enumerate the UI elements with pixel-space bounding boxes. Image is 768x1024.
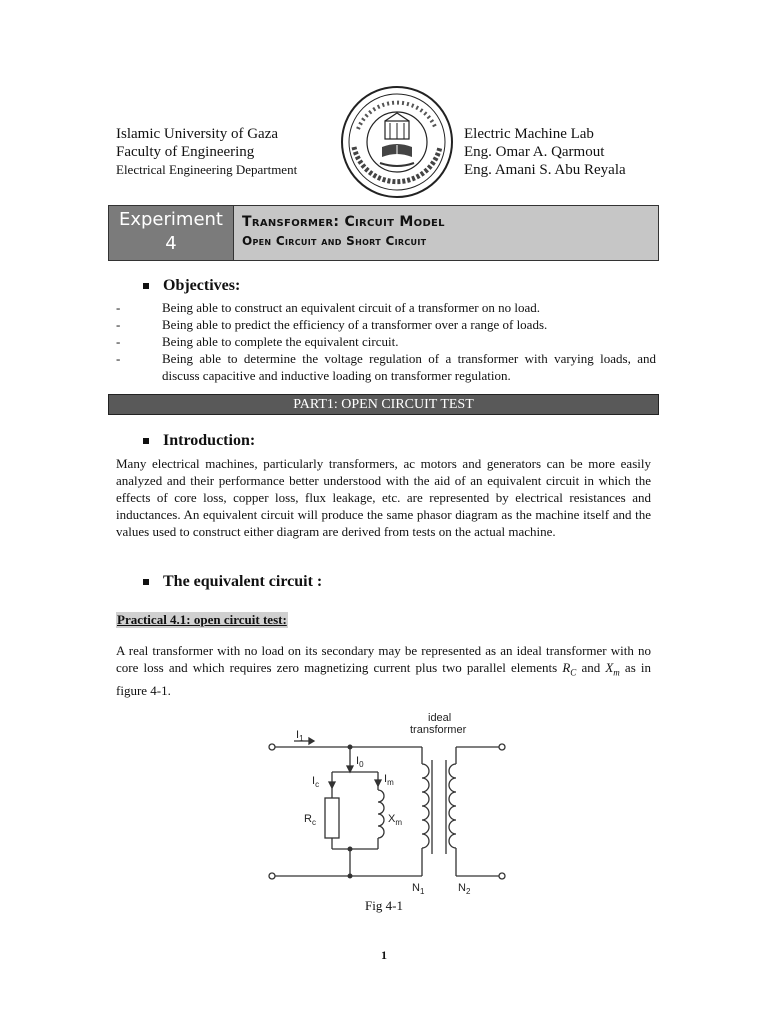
introduction-heading: Introduction: [143, 432, 255, 450]
practical-title: Practical 4.1: open circuit test: [117, 612, 287, 627]
list-item: - Being able to construct an equivalent circuit of a transformer on no load. [116, 299, 656, 316]
introduction-text: Many electrical machines, particularly transformers, ac motors and generators can be more easily analyzed and their performance better understood with the aid of an equivalent circuit in which the effects of core loss, copper loss, flux leakage, etc. are represented by electrical resistances and inductances. An equivalent circuit will produce the same phasor diagram as the machine itself and the values used to construct either diagram are derived from tests on the actual machine. [116, 456, 651, 539]
lab-name: Electric Machine Lab [464, 126, 594, 142]
university-seal-logo [340, 85, 454, 199]
experiment-number-cell [109, 206, 234, 260]
experiment-title-box [108, 205, 659, 261]
experiment-number: 4 [165, 233, 177, 254]
label-rc: $R_c$ [304, 813, 316, 827]
label-i1: $I_1$ [296, 729, 304, 743]
university-info [116, 125, 297, 179]
label-xm: $X_m$ [388, 813, 403, 827]
list-item: - Being able to determine the voltage regulation of a transformer with varying loads, and discuss capacitive and inductive loading on transformer regulation. [116, 350, 656, 384]
experiment-label: Experiment [118, 209, 223, 230]
department-name: Electrical Engineering Department [116, 162, 298, 177]
lab-info [464, 125, 626, 179]
university-name: Islamic University of Gaza [116, 126, 279, 142]
equivalent-circuit-heading: The equivalent circuit : [143, 573, 322, 591]
page-number: 1 [381, 948, 387, 962]
figure-caption: Fig 4-1 [365, 898, 403, 913]
equivalent-circuit-figure [262, 708, 512, 896]
engineer-2: Eng. Amani S. Abu Reyala [464, 162, 626, 178]
square-bullet-icon [143, 579, 149, 585]
square-bullet-icon [143, 283, 149, 289]
engineer-1: Eng. Omar A. Qarmout [464, 144, 605, 160]
experiment-title-cell [234, 206, 658, 260]
experiment-title: Transformer: Circuit Model [242, 214, 445, 230]
faculty-name: Faculty of Engineering [116, 144, 255, 160]
label-transformer: transformer [410, 724, 467, 736]
experiment-subtitle: Open Circuit and Short Circuit [242, 234, 427, 248]
square-bullet-icon [143, 438, 149, 444]
practical-text: A real transformer with no load on its secondary may be represented as an ideal transformer with no core loss and which requires zero magnetizing current plus two parallel elements $R_C$ and $X_m$ as in figure 4-1. [116, 643, 651, 698]
label-ic: $I_c$ [312, 775, 320, 789]
label-n1: $N_1$ [412, 882, 425, 896]
label-im: $I_m$ [384, 773, 394, 787]
list-item: - Being able to complete the equivalent circuit. [116, 333, 656, 350]
label-ideal: ideal [428, 712, 452, 724]
objectives-heading: Objectives: [143, 277, 240, 295]
list-item: - Being able to predict the efficiency of a transformer over a range of loads. [116, 316, 656, 333]
objectives-list [116, 299, 656, 384]
label-i0: $I_0$ [356, 755, 364, 769]
label-n2: $N_2$ [458, 882, 471, 896]
part1-banner: PART1: OPEN CIRCUIT TEST [108, 394, 659, 415]
